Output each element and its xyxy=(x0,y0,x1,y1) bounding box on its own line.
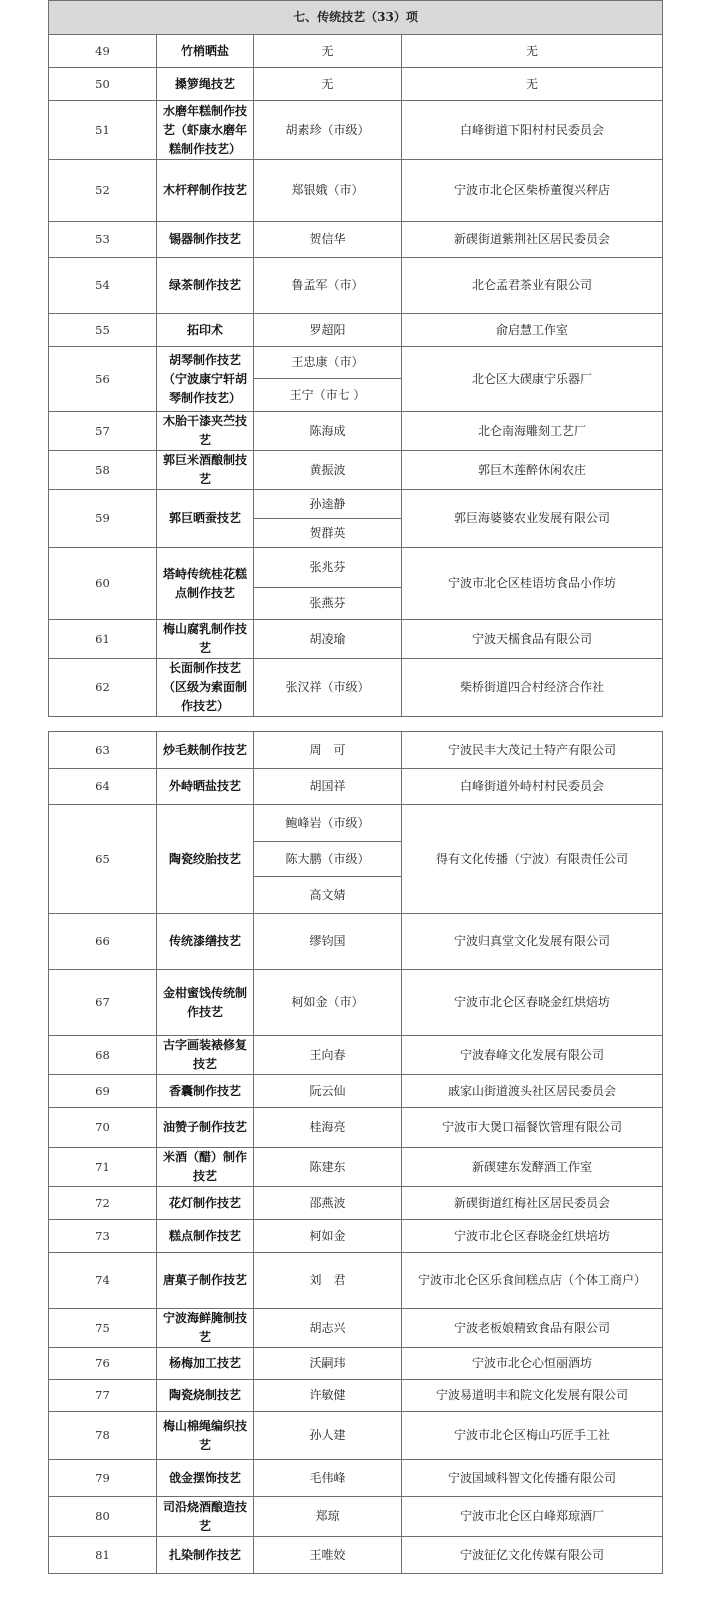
table-row xyxy=(49,732,663,769)
inheritor-name: 贺群英 xyxy=(254,519,402,548)
item-number: 51 xyxy=(49,101,157,160)
inheritor-name: 阮云仙 xyxy=(254,1075,402,1108)
inheritor-name: 毛伟峰 xyxy=(254,1460,402,1497)
item-name: 竹梢晒盐 xyxy=(157,35,254,68)
inheritor-name: 鲍峰岩（市级） xyxy=(254,805,402,842)
inheritor-name: 胡国祥 xyxy=(254,769,402,805)
protection-unit: 戚家山街道渡头社区居民委员会 xyxy=(402,1075,663,1108)
inheritor-name: 周 可 xyxy=(254,732,402,769)
item-name: 梅山腐乳制作技艺 xyxy=(157,620,254,659)
protection-unit: 宁波老板娘精致食品有限公司 xyxy=(402,1309,663,1348)
protection-unit: 新碶街道红梅社区居民委员会 xyxy=(402,1187,663,1220)
protection-unit: 白峰街道外峙村村民委员会 xyxy=(402,769,663,805)
item-name: 金柑蜜饯传统制作技艺 xyxy=(157,970,254,1036)
table-row xyxy=(49,1309,663,1348)
table-row xyxy=(49,1380,663,1412)
item-name: 花灯制作技艺 xyxy=(157,1187,254,1220)
inheritor-name: 缪钧国 xyxy=(254,914,402,970)
table-row xyxy=(49,620,663,659)
table-row xyxy=(49,412,663,451)
protection-unit: 宁波归真堂文化发展有限公司 xyxy=(402,914,663,970)
protection-unit: 宁波市北仑区春晓金红烘焙坊 xyxy=(402,970,663,1036)
protection-unit: 北仑区大碶康宁乐器厂 xyxy=(402,347,663,412)
item-number: 53 xyxy=(49,222,157,258)
item-name: 陶瓷烧制技艺 xyxy=(157,1380,254,1412)
item-name: 木胎干漆夹苎技艺 xyxy=(157,412,254,451)
item-number: 66 xyxy=(49,914,157,970)
inheritor-name: 柯如金 xyxy=(254,1220,402,1253)
table-row xyxy=(49,1220,663,1253)
item-name: 水磨年糕制作技艺（虾康水磨年糕制作技艺） xyxy=(157,101,254,160)
inheritor-name: 孙逵静 xyxy=(254,490,402,519)
item-name: 米酒（醋）制作技艺 xyxy=(157,1148,254,1187)
table-row xyxy=(49,160,663,222)
item-name: 宁波海鲜腌制技艺 xyxy=(157,1309,254,1348)
inheritor-name: 胡凌瑜 xyxy=(254,620,402,659)
inheritor-name: 王忠康（市） xyxy=(254,347,402,379)
protection-unit: 白峰街道下阳村村民委员会 xyxy=(402,101,663,160)
protection-unit: 宁波春峰文化发展有限公司 xyxy=(402,1036,663,1075)
table-row xyxy=(49,1412,663,1460)
protection-unit: 新碶建东发酵酒工作室 xyxy=(402,1148,663,1187)
inheritor-name: 陈建东 xyxy=(254,1148,402,1187)
table-row xyxy=(49,970,663,1036)
item-number: 78 xyxy=(49,1412,157,1460)
protection-unit: 北仑南海雕刻工艺厂 xyxy=(402,412,663,451)
protection-unit: 宁波市北仑区白峰郑琼酒厂 xyxy=(402,1497,663,1537)
protection-unit: 郭巨木莲醉休闲农庄 xyxy=(402,451,663,490)
inheritor-name: 无 xyxy=(254,68,402,101)
inheritor-name: 王宁（市七 ） xyxy=(254,379,402,412)
table-row xyxy=(49,101,663,160)
item-number: 68 xyxy=(49,1036,157,1075)
table-row xyxy=(49,1253,663,1309)
protection-unit: 宁波市北仑区春晓金红烘培坊 xyxy=(402,1220,663,1253)
inheritor-name: 高文婧 xyxy=(254,877,402,914)
item-name: 炒毛麸制作技艺 xyxy=(157,732,254,769)
inheritor-name: 柯如金（市） xyxy=(254,970,402,1036)
item-number: 52 xyxy=(49,160,157,222)
item-number: 69 xyxy=(49,1075,157,1108)
protection-unit: 宁波征亿文化传媒有限公司 xyxy=(402,1537,663,1574)
inheritor-name: 许敏健 xyxy=(254,1380,402,1412)
item-name: 外峙晒盐技艺 xyxy=(157,769,254,805)
item-name: 郭巨晒蚕技艺 xyxy=(157,490,254,548)
protection-unit: 宁波市北仑区乐食间糕点店（个体工商户） xyxy=(402,1253,663,1309)
item-number: 55 xyxy=(49,314,157,347)
item-number: 50 xyxy=(49,68,157,101)
table-row xyxy=(49,1460,663,1497)
item-number: 79 xyxy=(49,1460,157,1497)
item-number: 77 xyxy=(49,1380,157,1412)
item-number: 81 xyxy=(49,1537,157,1574)
protection-unit: 宁波市北仑区桂语坊食品小作坊 xyxy=(402,548,663,620)
table-row xyxy=(49,1497,663,1537)
item-number: 56 xyxy=(49,347,157,412)
table-row xyxy=(49,258,663,314)
table-row xyxy=(49,548,663,588)
inheritor-name: 桂海亮 xyxy=(254,1108,402,1148)
table-row xyxy=(49,1148,663,1187)
heritage-table-part2 xyxy=(48,731,663,1574)
inheritor-name: 郑琼 xyxy=(254,1497,402,1537)
protection-unit: 宁波国域科智文化传播有限公司 xyxy=(402,1460,663,1497)
protection-unit: 宁波易道明丰和院文化发展有限公司 xyxy=(402,1380,663,1412)
protection-unit: 俞启慧工作室 xyxy=(402,314,663,347)
item-number: 54 xyxy=(49,258,157,314)
protection-unit: 北仑孟君茶业有限公司 xyxy=(402,258,663,314)
table-row xyxy=(49,914,663,970)
section-title: 七、传统技艺（33）项 xyxy=(49,1,663,35)
item-name: 绿茶制作技艺 xyxy=(157,258,254,314)
inheritor-name: 王向春 xyxy=(254,1036,402,1075)
table-row xyxy=(49,222,663,258)
table-row xyxy=(49,1537,663,1574)
protection-unit: 宁波市北仑心恒丽酒坊 xyxy=(402,1348,663,1380)
protection-unit: 宁波市北仑区梅山巧匠手工社 xyxy=(402,1412,663,1460)
protection-unit: 得有文化传播（宁波）有限责任公司 xyxy=(402,805,663,914)
item-name: 锡器制作技艺 xyxy=(157,222,254,258)
item-number: 70 xyxy=(49,1108,157,1148)
table-row xyxy=(49,805,663,842)
item-name: 糕点制作技艺 xyxy=(157,1220,254,1253)
item-name: 搡箩绳技艺 xyxy=(157,68,254,101)
item-name: 长面制作技艺（区级为索面制作技艺） xyxy=(157,659,254,717)
table-row xyxy=(49,1075,663,1108)
inheritor-name: 鲁孟军（市） xyxy=(254,258,402,314)
item-number: 65 xyxy=(49,805,157,914)
item-name: 郭巨米酒酿制技艺 xyxy=(157,451,254,490)
item-name: 古字画装裱修复技艺 xyxy=(157,1036,254,1075)
item-number: 61 xyxy=(49,620,157,659)
inheritor-name: 郑银娥（市） xyxy=(254,160,402,222)
protection-unit: 宁波民丰大茂记土特产有限公司 xyxy=(402,732,663,769)
protection-unit: 无 xyxy=(402,35,663,68)
inheritor-name: 黄振波 xyxy=(254,451,402,490)
inheritor-name: 陈海成 xyxy=(254,412,402,451)
item-number: 72 xyxy=(49,1187,157,1220)
item-number: 71 xyxy=(49,1148,157,1187)
table-row xyxy=(49,1187,663,1220)
item-name: 油赞子制作技艺 xyxy=(157,1108,254,1148)
inheritor-name: 胡素珍（市级） xyxy=(254,101,402,160)
item-number: 80 xyxy=(49,1497,157,1537)
table-row xyxy=(49,347,663,379)
item-name: 梅山棉绳编织技艺 xyxy=(157,1412,254,1460)
item-number: 73 xyxy=(49,1220,157,1253)
item-name: 戗金摆饰技艺 xyxy=(157,1460,254,1497)
inheritor-name: 张汉祥（市级） xyxy=(254,659,402,717)
item-number: 62 xyxy=(49,659,157,717)
item-number: 49 xyxy=(49,35,157,68)
table-row xyxy=(49,451,663,490)
table-row xyxy=(49,490,663,519)
item-number: 63 xyxy=(49,732,157,769)
item-name: 杨梅加工技艺 xyxy=(157,1348,254,1380)
protection-unit: 无 xyxy=(402,68,663,101)
item-number: 64 xyxy=(49,769,157,805)
item-name: 胡琴制作技艺（宁波康宁轩胡琴制作技艺） xyxy=(157,347,254,412)
protection-unit: 宁波市大煲口福餐饮管理有限公司 xyxy=(402,1108,663,1148)
inheritor-name: 孙人建 xyxy=(254,1412,402,1460)
item-number: 74 xyxy=(49,1253,157,1309)
inheritor-name: 张燕芬 xyxy=(254,588,402,620)
item-name: 扎染制作技艺 xyxy=(157,1537,254,1574)
item-number: 76 xyxy=(49,1348,157,1380)
inheritor-name: 无 xyxy=(254,35,402,68)
table-row xyxy=(49,1108,663,1148)
item-name: 香囊制作技艺 xyxy=(157,1075,254,1108)
item-name: 木杆秤制作技艺 xyxy=(157,160,254,222)
table-row xyxy=(49,1348,663,1380)
item-name: 拓印术 xyxy=(157,314,254,347)
table-row xyxy=(49,769,663,805)
table-row xyxy=(49,314,663,347)
table-row xyxy=(49,1036,663,1075)
item-number: 67 xyxy=(49,970,157,1036)
inheritor-name: 王唯姣 xyxy=(254,1537,402,1574)
section-header-row xyxy=(49,1,663,35)
table-row xyxy=(49,35,663,68)
protection-unit: 宁波天檽食品有限公司 xyxy=(402,620,663,659)
item-name: 唐菓子制作技艺 xyxy=(157,1253,254,1309)
inheritor-name: 罗超阳 xyxy=(254,314,402,347)
item-name: 塔峙传统桂花糕点制作技艺 xyxy=(157,548,254,620)
table-row xyxy=(49,659,663,717)
inheritor-name: 张兆芬 xyxy=(254,548,402,588)
inheritor-name: 沃嗣玮 xyxy=(254,1348,402,1380)
protection-unit: 新碶街道紫荆社区居民委员会 xyxy=(402,222,663,258)
item-number: 58 xyxy=(49,451,157,490)
protection-unit: 柴桥街道四合村经济合作社 xyxy=(402,659,663,717)
heritage-table-part1 xyxy=(48,0,663,717)
inheritor-name: 胡志兴 xyxy=(254,1309,402,1348)
inheritor-name: 陈大鹏（市级） xyxy=(254,842,402,877)
inheritor-name: 贺信华 xyxy=(254,222,402,258)
item-name: 司沿烧酒酿造技艺 xyxy=(157,1497,254,1537)
table-row xyxy=(49,68,663,101)
item-number: 60 xyxy=(49,548,157,620)
inheritor-name: 邵燕波 xyxy=(254,1187,402,1220)
protection-unit: 宁波市北仑区柴桥董復兴秤店 xyxy=(402,160,663,222)
item-number: 59 xyxy=(49,490,157,548)
inheritor-name: 刘 君 xyxy=(254,1253,402,1309)
protection-unit: 郭巨海婆婆农业发展有限公司 xyxy=(402,490,663,548)
item-number: 75 xyxy=(49,1309,157,1348)
item-name: 陶瓷绞胎技艺 xyxy=(157,805,254,914)
item-name: 传统漆缮技艺 xyxy=(157,914,254,970)
item-number: 57 xyxy=(49,412,157,451)
